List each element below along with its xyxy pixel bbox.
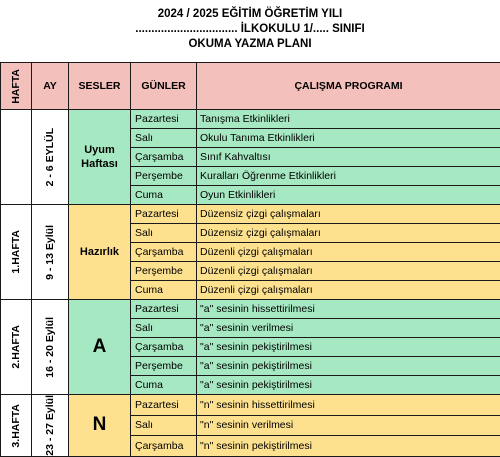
week-number-cell: 2.HAFTA <box>1 300 32 395</box>
day-cell: Salı <box>131 415 197 436</box>
column-header-gunler: GÜNLER <box>131 63 197 110</box>
day-cell: Perşembe <box>131 262 197 281</box>
month-range-cell: 16 - 20 Eylül <box>32 300 69 395</box>
program-cell: "a" sesinin pekiştirilmesi <box>197 338 500 357</box>
day-cell: Cuma <box>131 186 197 205</box>
table-row <box>1 110 500 129</box>
week-number-cell <box>1 110 32 205</box>
column-header-hafta: HAFTA <box>1 63 32 110</box>
program-cell: "a" sesinin pekiştirilmesi <box>197 376 500 395</box>
day-cell: Çarşamba <box>131 436 197 457</box>
day-cell: Salı <box>131 129 197 148</box>
day-cell: Çarşamba <box>131 148 197 167</box>
day-cell: Pazartesi <box>131 110 197 129</box>
program-cell: Oyun Etkinlikleri <box>197 186 500 205</box>
program-cell: Kuralları Öğrenme Etkinlikleri <box>197 167 500 186</box>
program-cell: "n" sesinin pekiştirilmesi <box>197 436 500 457</box>
day-cell: Cuma <box>131 376 197 395</box>
program-cell: Düzensiz çizgi çalışmaları <box>197 205 500 224</box>
program-cell: "a" sesinin verilmesi <box>197 319 500 338</box>
day-cell: Perşembe <box>131 357 197 376</box>
day-cell: Pazartesi <box>131 300 197 319</box>
day-cell: Cuma <box>131 281 197 300</box>
month-range-cell: 9 - 13 Eylül <box>32 205 69 300</box>
program-cell: "n" sesinin verilmesi <box>197 415 500 436</box>
month-range-cell: 23 - 27 Eylül <box>32 395 69 457</box>
column-header-sesler: SESLER <box>69 63 131 110</box>
program-cell: Sınıf Kahvaltısı <box>197 148 500 167</box>
day-cell: Perşembe <box>131 167 197 186</box>
day-cell: Salı <box>131 319 197 338</box>
table-row <box>1 205 500 224</box>
program-cell: Düzenli çizgi çalışmaları <box>197 243 500 262</box>
month-range-cell: 2 - 6 EYLÜL <box>32 110 69 205</box>
program-cell: "a" sesinin hissettirilmesi <box>197 300 500 319</box>
sound-cell: A <box>69 300 131 395</box>
program-cell: "n" sesinin hissettirilmesi <box>197 395 500 416</box>
plan-title: OKUMA YAZMA PLANI <box>0 37 500 52</box>
column-header-ay: AY <box>32 63 69 110</box>
day-cell: Pazartesi <box>131 205 197 224</box>
program-cell: Okulu Tanıma Etkinlikleri <box>197 129 500 148</box>
day-cell: Pazartesi <box>131 395 197 416</box>
reading-writing-plan-table <box>0 62 500 457</box>
document-header <box>0 0 500 46</box>
table-header-row <box>1 63 500 110</box>
program-cell: "a" sesinin pekiştirilmesi <box>197 357 500 376</box>
program-cell: Düzenli çizgi çalışmaları <box>197 281 500 300</box>
program-cell: Tanışma Etkinlikleri <box>197 110 500 129</box>
program-cell: Düzenli çizgi çalışmaları <box>197 262 500 281</box>
week-number-cell: 3.HAFTA <box>1 395 32 457</box>
school-year-title: 2024 / 2025 EĞİTİM ÖĞRETİM YILI <box>0 7 500 22</box>
school-class-line: ................................ İLKOKULU 1/..... SINIFI <box>0 22 500 37</box>
sound-cell: Uyum Haftası <box>69 110 131 205</box>
sound-cell: N <box>69 395 131 457</box>
table-row <box>1 300 500 319</box>
day-cell: Çarşamba <box>131 338 197 357</box>
column-header-program: ÇALIŞMA PROGRAMI <box>197 63 500 110</box>
table-row <box>1 395 500 416</box>
sound-cell: Hazırlık <box>69 205 131 300</box>
day-cell: Salı <box>131 224 197 243</box>
program-cell: Düzensiz çizgi çalışmaları <box>197 224 500 243</box>
day-cell: Çarşamba <box>131 243 197 262</box>
week-number-cell: 1.HAFTA <box>1 205 32 300</box>
